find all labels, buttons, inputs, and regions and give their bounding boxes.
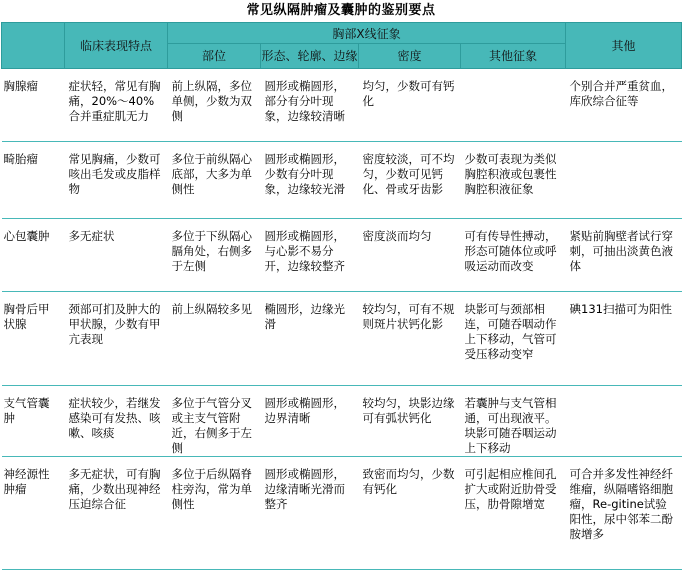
cell-location: 前上纵隔较多见 — [171, 302, 252, 316]
cell-shape: 圆形或椭圆形，与心影不易分开，边缘较整齐 — [264, 229, 345, 273]
row-name: 心包囊肿 — [3, 229, 50, 243]
cell-other-signs — [461, 69, 566, 142]
cell-shape: 圆形或椭圆形，部分有分叶现象，边缘较清晰 — [264, 79, 345, 123]
cell-clinical: 多无症状，可有胸痛，少数出现神经压迫综合征 — [65, 457, 168, 570]
header-blank — [2, 23, 65, 69]
cell-other-signs: 少数可表现为类似胸腔积液或包裹性胸腔积液征象 — [464, 152, 557, 196]
cell-clinical: 多无症状 — [68, 229, 115, 243]
table-row — [2, 142, 682, 219]
cell-other: 个别合并严重贫血，库欣综合征等 — [569, 79, 674, 108]
cell-other — [566, 142, 682, 219]
cell-shape: 圆形或椭圆形，少数有分叶现象，边缘较光滑 — [264, 152, 345, 196]
row-name: 畸胎瘤 — [3, 152, 38, 166]
cell-density: 致密而均匀，少数有钙化 — [359, 457, 461, 570]
header-other: 其他 — [566, 23, 682, 69]
cell-other-signs: 可引起相应椎间孔扩大或附近肋骨受压，肋骨隙增宽 — [461, 457, 566, 570]
cell-shape: 圆形或椭圆形，边缘清晰光滑而整齐 — [261, 457, 359, 570]
cell-location: 前上纵隔，多位单侧，少数为双侧 — [171, 79, 252, 123]
header-location: 部位 — [168, 44, 261, 69]
cell-location: 多位于后纵隔脊柱旁沟，常为单侧性 — [168, 457, 261, 570]
cell-other: 碘131扫描可为阳性 — [569, 302, 672, 316]
cell-other-signs: 块影可与颈部相连，可随吞咽动作上下移动，气管可受压移动变窄 — [464, 302, 557, 361]
table-body — [2, 69, 682, 570]
cell-clinical: 症状轻，常见有胸痛，20%～40%合并重症肌无力 — [68, 79, 161, 123]
header-shape: 形态、轮廓、边缘 — [261, 44, 359, 69]
cell-location: 多位于前纵隔心底部，大多为单侧性 — [171, 152, 252, 196]
table-header — [2, 23, 682, 69]
diagnosis-table — [1, 22, 682, 570]
table-row — [2, 292, 682, 386]
cell-density: 较均匀，可有不规则斑片状钙化影 — [362, 302, 455, 331]
table-row — [2, 457, 682, 570]
cell-clinical: 常见胸痛，少数可咳出毛发或皮脂样物 — [68, 152, 161, 196]
table-row — [2, 69, 682, 142]
header-other-signs: 其他征象 — [461, 44, 566, 69]
row-name: 支气管囊肿 — [3, 396, 50, 425]
table-row — [2, 386, 682, 457]
cell-location: 多位于气管分叉或主支气管附近，右侧多于左侧 — [171, 396, 252, 455]
cell-other: 可合并多发性神经纤维瘤，纵隔嗜铬细胞瘤，Re-gitine试验阳性，尿中邻苯二酚胺增多 — [566, 457, 682, 570]
cell-density: 较均匀，块影边缘可有弧状钙化 — [362, 396, 455, 425]
cell-other-signs: 可有传导性搏动，形态可随体位或呼吸运动而改变 — [464, 229, 557, 273]
header-density: 密度 — [359, 44, 461, 69]
cell-density: 密度较淡，可不均匀，少数可见钙化、骨或牙齿影 — [362, 152, 455, 196]
row-name: 胸腺瘤 — [3, 79, 38, 93]
cell-shape: 椭圆形，边缘光滑 — [264, 302, 345, 331]
table-title: 常见纵隔肿瘤及囊肿的鉴别要点 — [246, 3, 436, 18]
row-name: 胸骨后甲状腺 — [3, 302, 50, 331]
header-clinical: 临床表现特点 — [65, 23, 168, 69]
cell-density: 密度淡而均匀 — [362, 229, 432, 243]
cell-location: 多位于下纵隔心膈角处，右侧多于左侧 — [171, 229, 252, 273]
cell-other — [566, 386, 682, 457]
header-xray-group: 胸部X线征象 — [168, 23, 566, 44]
table-row — [2, 219, 682, 292]
cell-density: 均匀，少数可有钙化 — [362, 79, 455, 108]
cell-other-signs: 若囊肿与支气管相通，可出现液平。块影可随吞咽运动上下移动 — [464, 396, 557, 455]
row-name: 神经源性肿瘤 — [2, 457, 65, 570]
cell-shape: 圆形或椭圆形，边界清晰 — [264, 396, 345, 425]
cell-clinical: 症状较少，若继发感染可有发热、咳嗽、咳痰 — [68, 396, 161, 440]
cell-other: 紧贴前胸壁者试行穿刺，可抽出淡黄色液体 — [569, 229, 674, 273]
cell-clinical: 颈部可扪及肿大的甲状腺，少数有甲亢表现 — [68, 302, 161, 346]
